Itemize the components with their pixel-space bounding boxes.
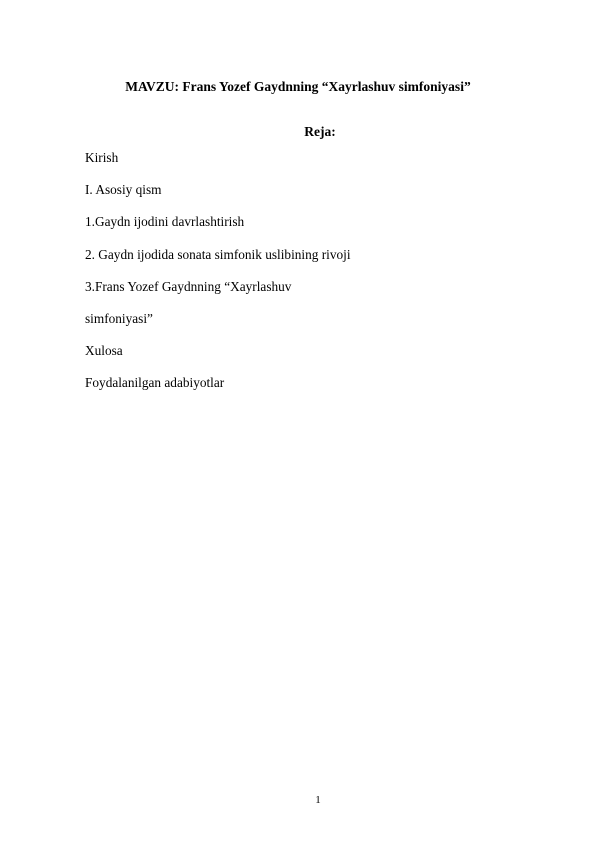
plan-item-3-continued: simfoniyasi”	[85, 310, 153, 326]
plan-list	[85, 150, 351, 408]
plan-item-introduction: Kirish	[85, 150, 119, 165]
plan-item-conclusion: Xulosa	[85, 343, 123, 359]
plan-item-3: 3.Frans Yozef Gaydnning “Xayrlashuv	[85, 278, 292, 294]
page-number: 1	[315, 794, 321, 806]
plan-item-1: 1.Gaydn ijodini davrlashtirish	[85, 214, 245, 230]
plan-item-2: 2. Gaydn ijodida sonata simfonik uslibining rivoji	[85, 246, 351, 262]
plan-item-references: Foydalanilgan adabiyotlar	[85, 375, 225, 391]
document-title: MAVZU: Frans Yozef Gaydnning “Xayrlashuv simfoniyasi”	[125, 79, 471, 94]
plan-heading: Reja:	[304, 124, 336, 139]
plan-item-main-part: I. Asosiy qism	[85, 182, 162, 198]
